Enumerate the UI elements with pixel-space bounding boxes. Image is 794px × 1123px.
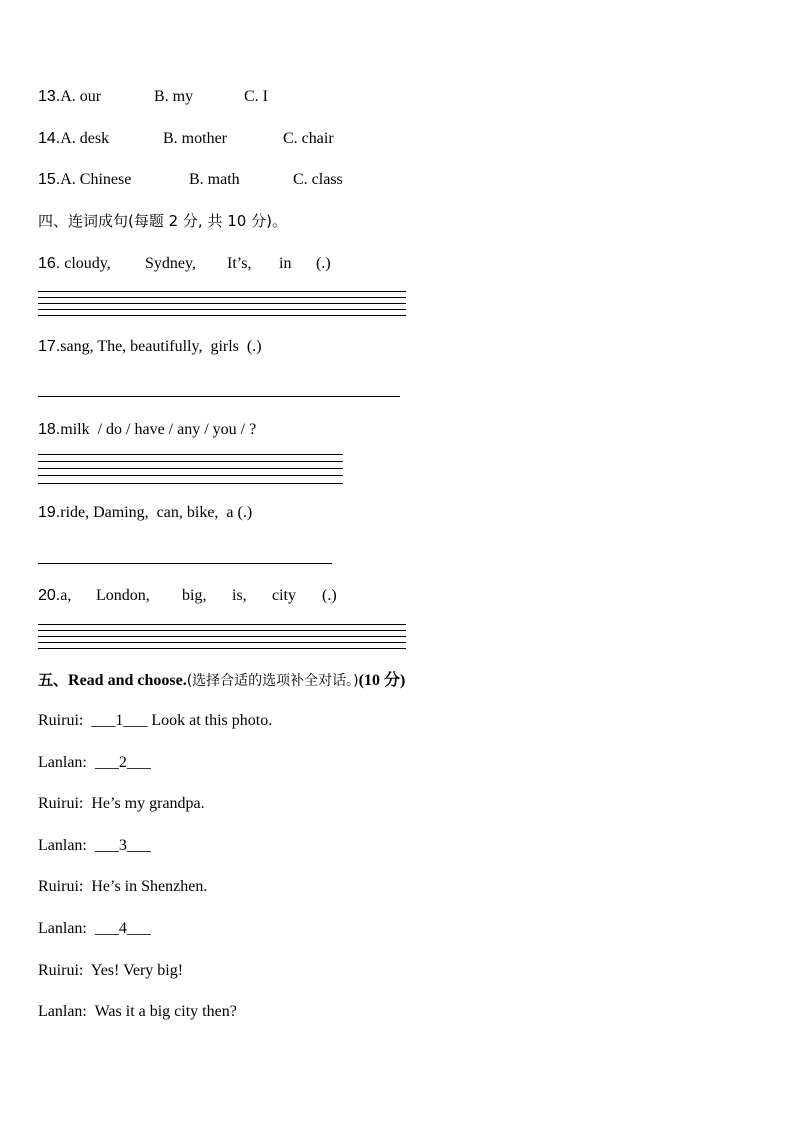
speaker: Ruirui: xyxy=(38,962,84,979)
speaker: Lanlan: xyxy=(38,1003,87,1020)
answer-blank[interactable]: ___3___ xyxy=(94,837,151,854)
dialogue-text: Was it a big city then? xyxy=(94,1003,237,1020)
answer-line[interactable] xyxy=(38,648,406,649)
dialogue-line xyxy=(38,794,205,814)
word: in xyxy=(279,255,292,272)
section-title: Read and choose. xyxy=(68,672,187,689)
word: Sydney, xyxy=(145,255,196,272)
option-c: C. chair xyxy=(283,130,334,147)
question-number: 17. xyxy=(38,338,61,355)
answer-line[interactable] xyxy=(38,297,406,298)
dialogue-text: He’s in Shenzhen. xyxy=(91,878,208,895)
answer-line[interactable] xyxy=(38,563,332,564)
word: It’s, xyxy=(227,255,252,272)
answer-line[interactable] xyxy=(38,315,406,316)
dialogue-line xyxy=(38,836,151,856)
word: a, xyxy=(60,587,72,604)
word: is, xyxy=(232,587,247,604)
dialogue-line xyxy=(38,877,207,897)
answer-line[interactable] xyxy=(38,636,406,637)
word: (.) xyxy=(322,587,337,604)
option-b: B. my xyxy=(154,88,194,105)
dialogue-line xyxy=(38,711,272,731)
word: city xyxy=(272,587,296,604)
section-instruction: (选择合适的选项补全对话。) xyxy=(186,673,359,689)
answer-line[interactable] xyxy=(38,624,406,625)
answer-line[interactable] xyxy=(38,483,343,484)
dialogue-text: Yes! Very big! xyxy=(90,962,184,979)
question-number: 13. xyxy=(38,88,61,105)
speaker: Lanlan: xyxy=(38,837,87,854)
speaker: Ruirui: xyxy=(38,795,84,812)
question-text: ride, Daming, can, bike, a (.) xyxy=(60,504,253,521)
dialogue-line xyxy=(38,961,183,981)
answer-blank[interactable]: ___4___ xyxy=(94,920,151,937)
section-number: 五、 xyxy=(38,671,69,689)
answer-blank[interactable]: ___1___ xyxy=(91,712,148,729)
option-b: B. mother xyxy=(163,130,227,147)
answer-line[interactable] xyxy=(38,630,406,631)
sentence-question xyxy=(38,420,256,440)
dialogue-line xyxy=(38,919,151,939)
section-heading xyxy=(38,670,405,691)
option-a: A. desk xyxy=(60,130,110,147)
question-number: 18. xyxy=(38,421,61,438)
question-text: sang, The, beautifully, girls (.) xyxy=(60,338,262,355)
answer-blank[interactable]: ___2___ xyxy=(94,754,151,771)
option-c: C. I xyxy=(244,88,268,105)
speaker: Lanlan: xyxy=(38,920,87,937)
word: big, xyxy=(182,587,207,604)
question-text: milk / do / have / any / you / ? xyxy=(60,421,257,438)
option-a: A. Chinese xyxy=(60,171,132,188)
answer-line[interactable] xyxy=(38,454,343,455)
dialogue-line xyxy=(38,753,151,773)
question-number: 20. xyxy=(38,587,61,604)
speaker: Lanlan: xyxy=(38,754,87,771)
sentence-question xyxy=(38,337,262,357)
option-a: A. our xyxy=(60,88,102,105)
answer-line[interactable] xyxy=(38,642,406,643)
answer-line[interactable] xyxy=(38,461,343,462)
word: London, xyxy=(96,587,150,604)
answer-line[interactable] xyxy=(38,396,400,397)
section-heading: 四、连词成句(每题 2 分, 共 10 分)。 xyxy=(38,212,287,230)
speaker: Ruirui: xyxy=(38,712,84,729)
dialogue-line xyxy=(38,1002,237,1022)
answer-line[interactable] xyxy=(38,309,406,310)
dialogue-text: He’s my grandpa. xyxy=(91,795,205,812)
question-number: 15. xyxy=(38,171,61,188)
speaker: Ruirui: xyxy=(38,878,84,895)
option-b: B. math xyxy=(189,171,240,188)
answer-line[interactable] xyxy=(38,291,406,292)
question-number: 14. xyxy=(38,130,61,147)
word: (.) xyxy=(316,255,331,272)
section-points: (10 分) xyxy=(358,672,406,689)
question-number: 19. xyxy=(38,504,61,521)
answer-line[interactable] xyxy=(38,303,406,304)
question-number: 16. xyxy=(38,255,61,272)
answer-line[interactable] xyxy=(38,468,343,469)
word: cloudy, xyxy=(60,255,111,272)
answer-line[interactable] xyxy=(38,475,343,476)
option-c: C. class xyxy=(293,171,343,188)
dialogue-text: Look at this photo. xyxy=(147,712,273,729)
sentence-question xyxy=(38,503,252,523)
